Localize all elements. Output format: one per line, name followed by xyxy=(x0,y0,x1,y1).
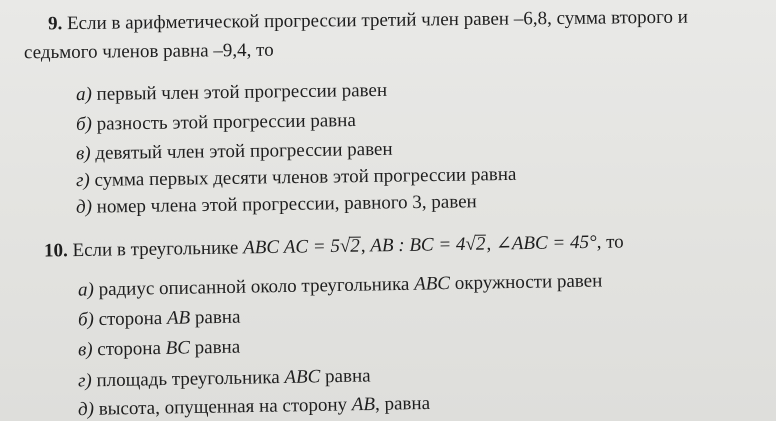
problem-10-line-1: 10. Если в треугольнике ABC AC = 5√2, AB : BC = 4√2, ∠ABC = 45°, то xyxy=(43,231,624,262)
problem-9-item-b xyxy=(76,110,356,136)
item-text: , равна xyxy=(374,392,431,415)
problem-9-item-d xyxy=(76,191,477,219)
item-var: ABC xyxy=(413,273,451,295)
item-letter: а) xyxy=(77,279,95,301)
item-letter: д) xyxy=(77,398,95,421)
item-text: сумма первых десяти членов этой прогрессии равна xyxy=(94,163,517,191)
item-text: окружности равен xyxy=(454,270,603,294)
item-letter: г) xyxy=(77,370,92,392)
item-letter: в) xyxy=(77,339,93,361)
problem-10-item-b xyxy=(78,307,241,332)
problem-9-text-1: Если в арифметической прогрессии третий член равен –6,8, сумма второго и xyxy=(66,6,688,35)
problem-10-item-g xyxy=(78,365,371,392)
problem-9-text-2: седьмого членов равна –9,4, то xyxy=(23,39,274,64)
item-var: AB xyxy=(166,307,191,329)
item-text: площадь треугольника xyxy=(96,367,280,392)
problem-9-item-g xyxy=(76,164,517,192)
problem-9-line-2 xyxy=(24,40,274,65)
item-text: номер члена этой прогрессии, равного 3, равен xyxy=(96,191,477,218)
problem-10-intro: Если в треугольнике xyxy=(72,237,239,262)
item-text: сторона xyxy=(98,307,163,331)
item-letter: д) xyxy=(75,196,93,218)
item-text: радиус описанной около треугольника xyxy=(98,273,410,301)
item-letter: в) xyxy=(75,143,91,165)
item-letter: г) xyxy=(75,169,90,192)
problem-9-number: 9. xyxy=(47,13,63,35)
item-letter: б) xyxy=(75,113,93,135)
problem-9-item-v xyxy=(76,139,393,165)
problem-10-item-d xyxy=(78,393,430,421)
condition-ac: AC = 5√2 xyxy=(283,235,360,258)
item-text: первый член этой прогрессии равен xyxy=(96,79,388,105)
condition-ratio: AB : BC = 4√2 xyxy=(370,233,486,257)
item-text: высота, опущенная на сторону xyxy=(98,394,348,420)
item-var: BC xyxy=(165,337,191,359)
item-text: равна xyxy=(194,306,241,329)
item-letter: а) xyxy=(75,83,92,106)
problem-10-item-a xyxy=(78,270,603,301)
condition-angle: ∠ABC = 45° xyxy=(495,231,597,255)
item-var: AB xyxy=(351,393,376,416)
problem-10-number: 10. xyxy=(43,240,68,262)
problem-9-line-1 xyxy=(48,7,688,36)
item-text: равна xyxy=(324,365,371,388)
item-letter: б) xyxy=(77,309,95,331)
item-text: сторона xyxy=(97,337,162,361)
item-text: разность этой прогрессии равна xyxy=(96,110,356,135)
item-var: ABC xyxy=(284,366,321,388)
item-text: равна xyxy=(194,336,241,359)
problem-10-item-v xyxy=(78,337,241,362)
problem-9-item-a xyxy=(76,80,387,106)
triangle-name: ABC xyxy=(242,236,280,259)
problem-10-tail: , то xyxy=(596,231,624,253)
item-text: девятый член этой прогрессии равен xyxy=(95,138,393,164)
